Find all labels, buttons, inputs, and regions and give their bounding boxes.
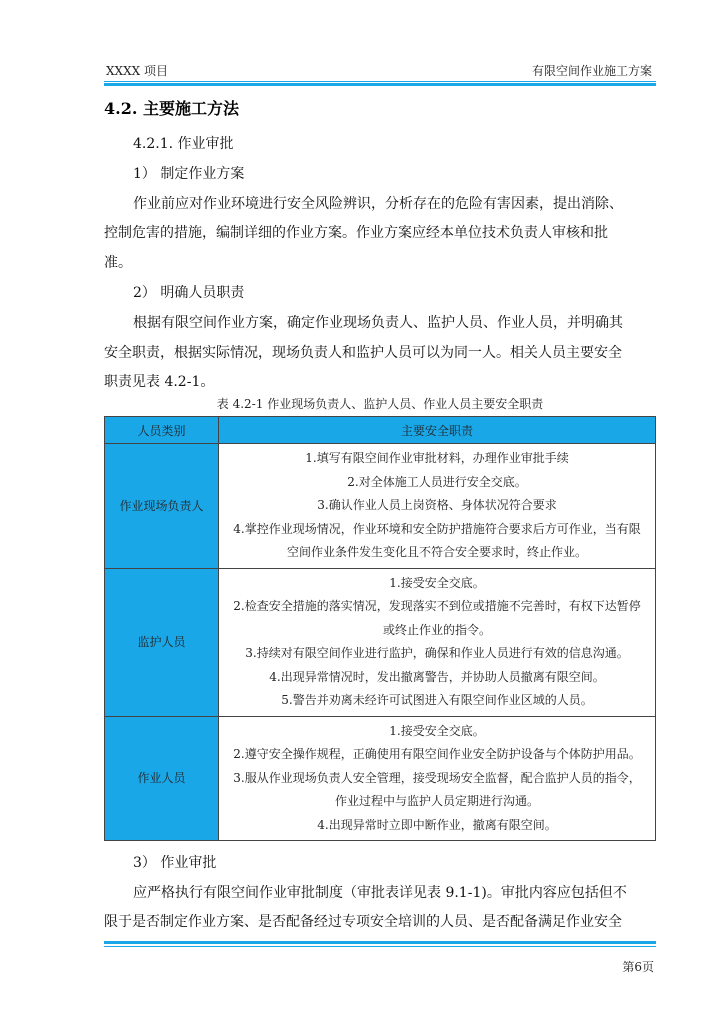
item-1-line-2: 控制危害的措施，编制详细的作业方案。作业方案应经本单位技术负责人审核和批 bbox=[104, 225, 608, 241]
header-doc-title: 有限空间作业施工方案 bbox=[531, 64, 652, 78]
duties-cell bbox=[219, 716, 656, 841]
duty-item: 空间作业条件发生变化且不符合安全要求时，终止作业。 bbox=[286, 545, 587, 559]
section-title: 4.2. 主要施工方法 bbox=[104, 99, 239, 118]
item-3-line-2: 限于是否制定作业方案、是否配备经过专项安全培训的人员、是否配备满足作业安全 bbox=[104, 914, 622, 930]
table-row bbox=[105, 716, 656, 841]
duties-cell bbox=[219, 568, 656, 716]
role-cell: 监护人员 bbox=[105, 568, 219, 716]
header-duties: 主要安全职责 bbox=[219, 417, 656, 444]
item-1-line-3: 准。 bbox=[104, 255, 132, 271]
duty-item: 2.对全体施工人员进行安全交底。 bbox=[347, 474, 527, 489]
header-project: XXXX 项目 bbox=[106, 64, 168, 78]
role-cell: 作业现场负责人 bbox=[105, 444, 219, 569]
page-number: 第6页 bbox=[622, 960, 654, 974]
item-3-heading: 3） 作业审批 bbox=[133, 855, 217, 871]
header-rule-thick bbox=[104, 83, 656, 86]
role-cell: 作业人员 bbox=[105, 716, 219, 841]
page-header bbox=[104, 62, 652, 80]
duty-item: 3.持续对有限空间作业进行监护，确保和作业人员进行有效的信息沟通。 bbox=[245, 646, 629, 660]
item-2-line-1: 根据有限空间作业方案，确定作业现场负责人、监护人员、作业人员，并明确其 bbox=[133, 315, 623, 331]
item-3-line-1: 应严格执行有限空间作业审批制度（审批表详见表 9.1-1)。审批内容应包括但不 bbox=[133, 885, 627, 901]
duty-item: 2.检查安全措施的落实情况，发现落实不到位或措施不完善时，有权下达暂停 bbox=[233, 599, 641, 613]
duty-item: 作业过程中与监护人员定期进行沟通。 bbox=[334, 794, 539, 808]
duty-item: 1.填写有限空间作业审批材料，办理作业审批手续 bbox=[305, 451, 569, 465]
subsection-title: 4.2.1. 作业审批 bbox=[133, 136, 234, 152]
duties-cell bbox=[219, 444, 656, 569]
duty-item: 4.掌控作业现场情况，作业环境和安全防护措施符合要求后方可作业，当有限 bbox=[233, 521, 641, 536]
duty-item: 或终止作业的指令。 bbox=[382, 622, 491, 637]
duty-item: 5.警告并劝离未经许可试图进入有限空间作业区域的人员。 bbox=[281, 693, 593, 707]
header-rule-thin bbox=[104, 81, 656, 82]
item-2-line-2: 安全职责，根据实际情况，现场负责人和监护人员可以为同一人。相关人员主要安全 bbox=[104, 345, 622, 361]
table-row bbox=[105, 568, 656, 716]
footer-rule-thin bbox=[104, 946, 656, 947]
duty-item: 2.遵守安全操作规程，正确使用有限空间作业安全防护设备与个体防护用品。 bbox=[233, 747, 641, 761]
item-2-line-3: 职责见表 4.2-1。 bbox=[104, 374, 215, 390]
duty-item: 4.出现异常时立即中断作业，撤离有限空间。 bbox=[317, 817, 557, 832]
duty-item: 4.出现异常情况时，发出撤离警告，并协助人员撤离有限空间。 bbox=[269, 669, 605, 684]
header-role: 人员类别 bbox=[105, 417, 219, 444]
duty-item: 1.接受安全交底。 bbox=[389, 723, 485, 738]
duty-item: 3.服从作业现场负责人安全管理，接受现场安全监督，配合监护人员的指令， bbox=[233, 770, 641, 785]
item-1-line-1: 作业前应对作业环境进行安全风险辨识，分析存在的危险有害因素，提出消除、 bbox=[133, 196, 623, 212]
table-header-row bbox=[105, 417, 656, 444]
footer-rule-thick bbox=[104, 941, 656, 944]
item-2-heading: 2） 明确人员职责 bbox=[133, 285, 245, 301]
table-row bbox=[105, 444, 656, 569]
item-1-heading: 1） 制定作业方案 bbox=[133, 166, 245, 182]
table-caption: 表 4.2-1 作业现场负责人、监护人员、作业人员主要安全职责 bbox=[216, 397, 544, 411]
duty-item: 1.接受安全交底。 bbox=[389, 575, 485, 590]
duty-table bbox=[104, 416, 656, 841]
duty-item: 3.确认作业人员上岗资格、身体状况符合要求 bbox=[317, 498, 557, 512]
